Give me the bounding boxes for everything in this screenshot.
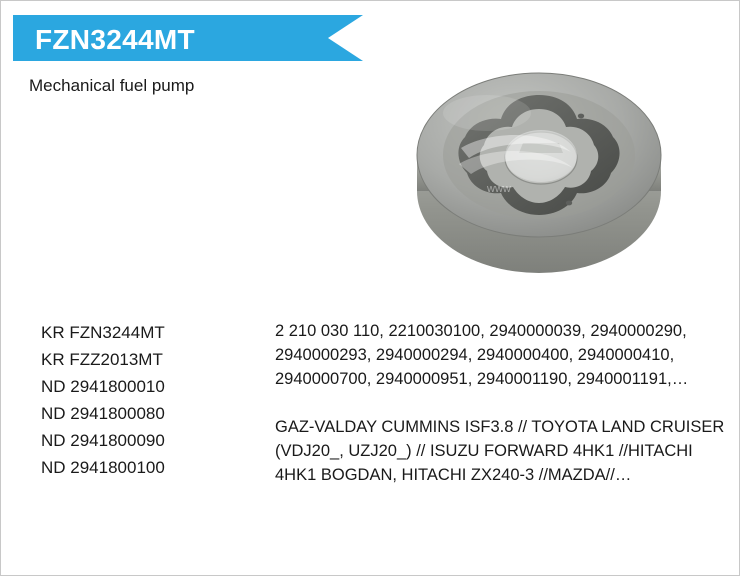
vehicle-application-list: GAZ-VALDAY CUMMINS ISF3.8 // TOYOTA LAND CRUISER (VDJ20_, UZJ20_) // ISUZU FORWARD 4HK1 //HITACHI 4HK1 BOGDAN, HITACHI ZX240-3 //MAZDA//…	[275, 418, 725, 484]
watermark-text: www	[487, 183, 511, 195]
code-list	[41, 319, 256, 481]
page-title: FZN3244MT	[35, 24, 195, 55]
reference-column	[275, 319, 725, 487]
list-item: ND 2941800010	[41, 377, 165, 396]
part-subtitle: Mechanical fuel pump	[29, 76, 195, 95]
list-item: ND 2941800080	[41, 404, 165, 423]
gerotor-rotor-illustration	[391, 61, 691, 281]
list-item: KR FZN3244MT	[41, 323, 165, 342]
list-item: ND 2941800100	[41, 458, 165, 477]
product-image	[391, 61, 691, 281]
banner-arrow-tip	[328, 15, 363, 61]
oem-number-list: 2 210 030 110, 2210030100, 2940000039, 2940000290, 2940000293, 2940000294, 2940000400, 2940000410, 2940000700, 2940000951, 2940001190, 2940001191,…	[275, 322, 689, 388]
list-item: KR FZZ2013MT	[41, 350, 163, 369]
header-banner	[13, 15, 363, 61]
list-item: ND 2941800090	[41, 431, 165, 450]
